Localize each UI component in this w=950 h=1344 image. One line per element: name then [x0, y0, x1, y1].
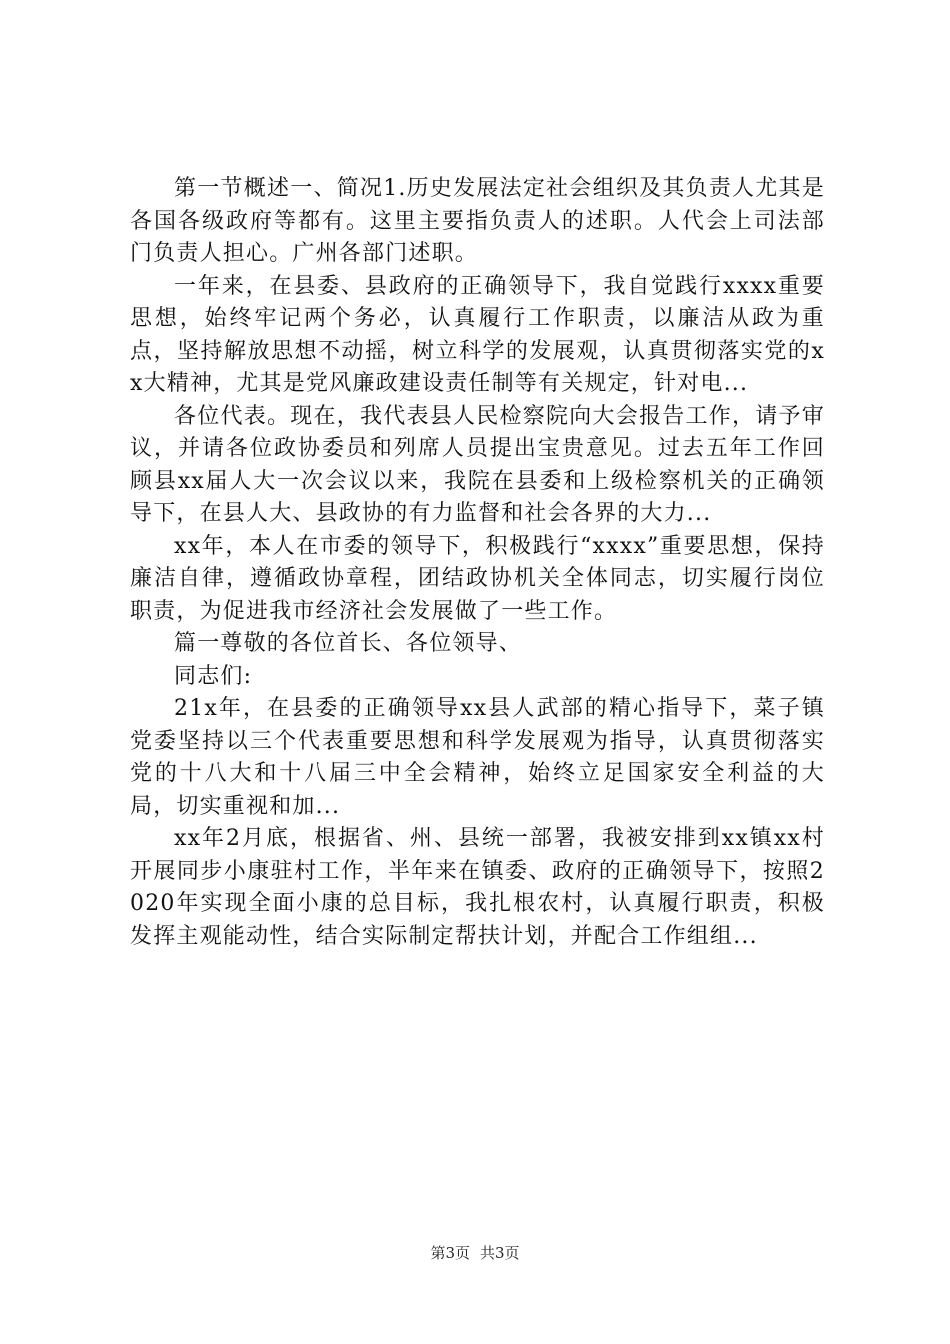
paragraph-8: xx年2月底，根据省、州、县统一部署，我被安排到xx镇xx村开展同步小康驻村工作，半年来在镇委、政府的正确领导下，按照2020年实现全面小康的总目标，我扎根农村，认真履行职责，积极发挥主观能动性，结合实际制定帮扶计划，并配合工作组组...: [130, 826, 825, 949]
document-body: [130, 173, 825, 953]
paragraph-3: 各位代表。现在，我代表县人民检察院向大会报告工作，请予审议，并请各位政协委员和列席人员提出宝贵意见。过去五年工作回顾县xx届人大一次会议以来，我院在县委和上级检察机关的正确领导下，在县人大、县政协的有力监督和社会各界的大力...: [130, 403, 825, 526]
paragraph-2: 一年来，在县委、县政府的正确领导下，我自觉践行xxxx重要思想，始终牢记两个务必，认真履行工作职责，以廉洁从政为重点，坚持解放思想不动摇，树立科学的发展观，认真贯彻落实党的xx大精神，尤其是党风廉政建设责任制等有关规定，针对电...: [130, 273, 825, 396]
paragraph-5: 篇一尊敬的各位首长、各位领导、: [174, 631, 523, 656]
paragraph-4: xx年，本人在市委的领导下，积极践行“xxxx”重要思想，保持廉洁自律，遵循政协章程，团结政协机关全体同志，切实履行岗位职责，为促进我市经济社会发展做了一些工作。: [130, 533, 825, 624]
page-total: 共3页: [480, 1244, 520, 1262]
paragraph-7: 21x年，在县委的正确领导xx县人武部的精心指导下，菜子镇党委坚持以三个代表重要思想和科学发展观为指导，认真贯彻落实党的十八大和十八届三中全会精神，始终立足国家安全利益的大局，切实重视和加...: [130, 696, 825, 819]
paragraph-6: 同志们:: [174, 663, 253, 689]
page-number: 第3页: [430, 1244, 470, 1262]
paragraph-1: 第一节概述一、简况1.历史发展法定社会组织及其负责人尤其是各国各级政府等都有。这里主要指负责人的述职。人代会上司法部门负责人担心。广州各部门述职。: [130, 176, 825, 266]
page-footer: [0, 1243, 950, 1263]
